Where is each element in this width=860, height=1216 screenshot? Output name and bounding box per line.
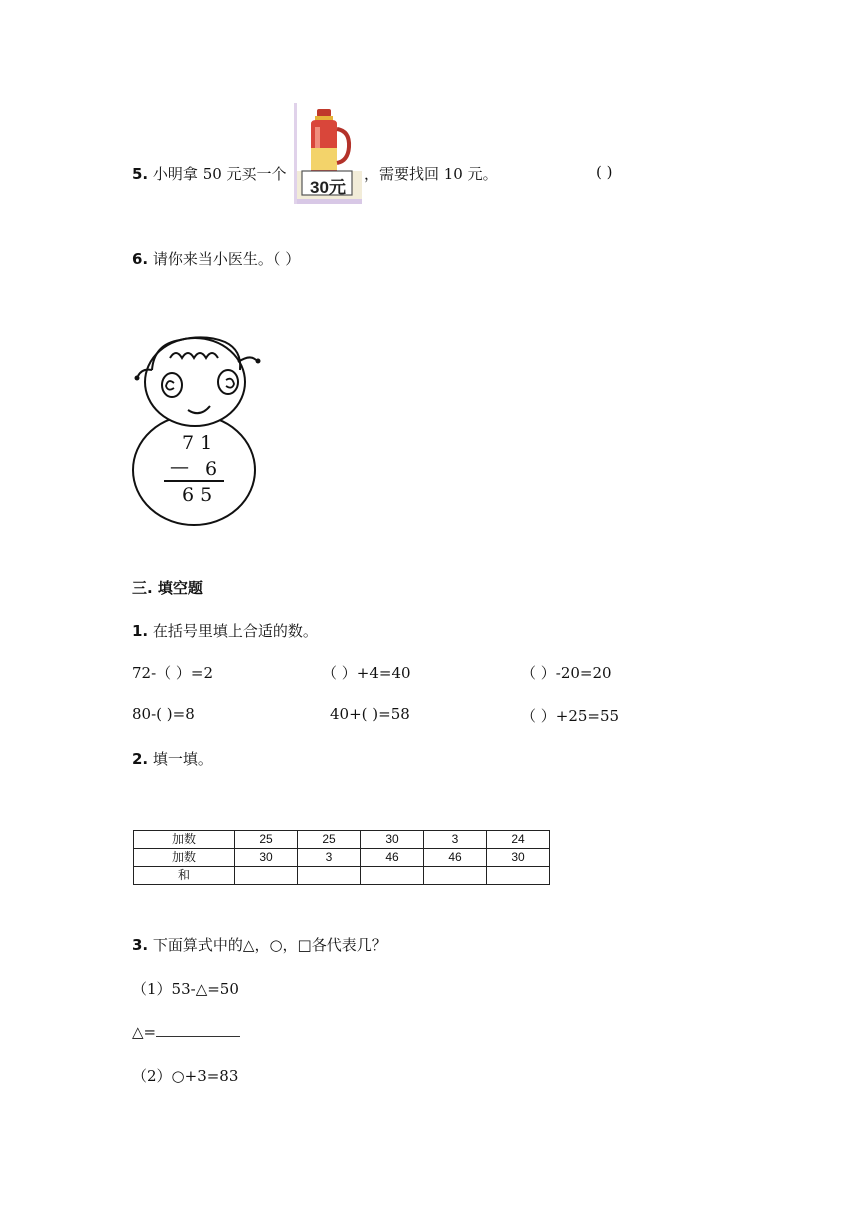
question-number: 6. <box>132 250 149 268</box>
table-row <box>134 849 550 867</box>
calc-operator: — <box>170 456 189 478</box>
table-cell: 24 <box>487 831 550 849</box>
table-cell: 46 <box>424 849 487 867</box>
sub-question-1: （1）53-△=50 <box>132 980 239 998</box>
question-5 <box>132 163 287 184</box>
table-cell: 3 <box>298 849 361 867</box>
question-number: 1. <box>132 622 149 640</box>
row-header: 加数 <box>134 831 235 849</box>
table-row <box>134 831 550 849</box>
question-number: 2. <box>132 750 149 768</box>
table-row <box>134 867 550 885</box>
equation-2-1: 80-( )=8 <box>132 705 195 723</box>
row-header: 和 <box>134 867 235 885</box>
answer-label: △= <box>132 1023 157 1041</box>
doctor-drawing <box>130 330 270 530</box>
question-number: 5. <box>132 165 149 183</box>
sub-question-2: （2）○+3=83 <box>132 1067 239 1085</box>
equation-1-1: 72-（ ）=2 <box>132 664 214 682</box>
answer-cell[interactable] <box>424 867 487 885</box>
calc-result: 6 5 <box>182 484 213 506</box>
question-5-text-after: ，需要找回 10 元。 <box>364 165 498 183</box>
fill-question-3 <box>132 934 387 955</box>
question-text: 请你来当小医生。（ ） <box>152 250 301 268</box>
calc-minuend: 7 1 <box>182 432 213 454</box>
table-cell: 30 <box>235 849 298 867</box>
answer-paren: ( ) <box>596 163 613 181</box>
row-header: 加数 <box>134 849 235 867</box>
answer-cell[interactable] <box>361 867 424 885</box>
table-cell: 46 <box>361 849 424 867</box>
answer-cell[interactable] <box>298 867 361 885</box>
table-cell: 25 <box>235 831 298 849</box>
question-text: 下面算式中的△，○，□各代表几？ <box>152 936 387 954</box>
answer-blank[interactable] <box>156 1022 240 1037</box>
thermos-illustration <box>294 103 362 204</box>
question-6 <box>132 248 300 269</box>
equation-1-2: （ ）+4=40 <box>322 664 411 682</box>
table-cell: 3 <box>424 831 487 849</box>
equation-2-3: （ ）+25=55 <box>521 707 620 725</box>
addition-table <box>133 830 550 885</box>
price-tag: 30元 <box>310 178 346 197</box>
equation-1-3: （ ）-20=20 <box>521 664 612 682</box>
calc-subtrahend: 6 <box>205 458 218 480</box>
table-cell: 30 <box>487 849 550 867</box>
question-number: 3. <box>132 936 149 954</box>
question-text: 小明拿 50 元买一个 <box>152 165 287 183</box>
answer-cell[interactable] <box>487 867 550 885</box>
question-text: 在括号里填上合适的数。 <box>152 622 318 640</box>
equation-2-2: 40+( )=58 <box>330 705 410 723</box>
table-cell: 30 <box>361 831 424 849</box>
fill-question-2 <box>132 748 213 769</box>
question-text: 填一填。 <box>152 750 213 768</box>
table-cell: 25 <box>298 831 361 849</box>
answer-cell[interactable] <box>235 867 298 885</box>
section-title: 三. 填空题 <box>132 579 203 597</box>
answer-line-1 <box>132 1022 240 1041</box>
fill-question-1 <box>132 620 318 641</box>
